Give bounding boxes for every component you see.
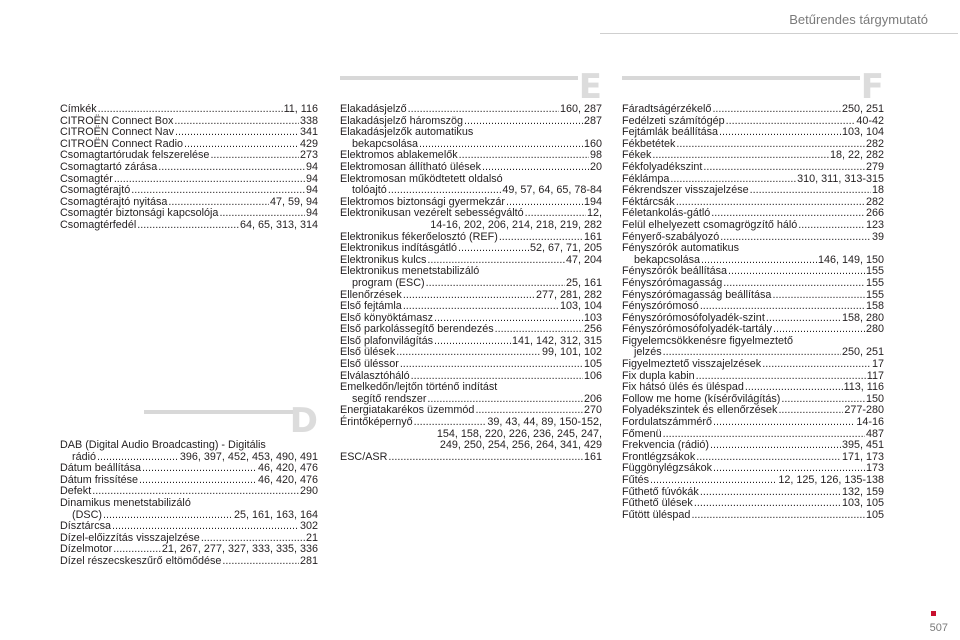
entry-term: Főmenü xyxy=(622,427,662,440)
index-entry xyxy=(340,452,602,464)
entry-pages: 249, 250, 254, 256, 264, 341, 429 xyxy=(439,439,602,452)
dot-leader xyxy=(139,475,257,487)
entry-term: Féklámpa xyxy=(622,172,670,185)
dot-leader xyxy=(712,104,841,116)
entry-pages: 158 xyxy=(865,300,884,313)
entry-pages: 132, 159 xyxy=(841,485,884,498)
entry-pages: 173 xyxy=(865,462,884,475)
entry-term: bekapcsolása xyxy=(634,253,701,266)
entry-pages: 302 xyxy=(299,520,318,533)
entry-term: Fényszórómagasság xyxy=(622,276,723,289)
entry-pages: 25, 161 xyxy=(565,276,602,289)
entry-pages: 103 xyxy=(583,311,602,324)
dot-leader xyxy=(403,301,559,313)
entry-term: Elektronikus kulcs xyxy=(340,253,427,266)
index-entry xyxy=(60,521,318,533)
entry-pages: 94 xyxy=(305,172,318,185)
entry-term: Fényszórók beállítása xyxy=(622,265,728,278)
entry-pages: 161 xyxy=(583,230,602,243)
header-divider xyxy=(600,33,958,34)
entry-pages: 20 xyxy=(589,160,602,173)
section-letter: D xyxy=(289,401,318,441)
index-entry xyxy=(622,359,884,371)
entry-term: Fix hátsó ülés és üléspad xyxy=(622,381,744,394)
entry-pages: 273 xyxy=(299,149,318,162)
section-heading-d xyxy=(144,401,318,444)
entry-term: Első ülések xyxy=(340,346,396,359)
index-column-d xyxy=(60,440,318,568)
entry-term: Elektromos ablakemelők xyxy=(340,149,458,162)
entry-pages: 396, 397, 452, 453, 490, 491 xyxy=(179,450,318,463)
entry-term: Fényszórók automatikus xyxy=(622,242,740,255)
entry-pages: 40-42 xyxy=(856,114,884,127)
dot-leader xyxy=(720,232,871,244)
entry-term: Frontlégzsákok xyxy=(622,450,696,463)
entry-pages: 46, 420, 476 xyxy=(257,462,318,475)
entry-term: Elakadásjelzők automatikus xyxy=(340,126,474,139)
entry-pages: 25, 161, 163, 164 xyxy=(233,508,318,521)
entry-term: Ellenőrzések xyxy=(340,288,402,301)
dot-leader xyxy=(728,266,865,278)
dot-leader xyxy=(458,243,529,255)
entry-term: Fűthető fúvókák xyxy=(622,485,699,498)
entry-pages: 290 xyxy=(299,485,318,498)
entry-pages: 277, 281, 282 xyxy=(535,288,602,301)
entry-pages: 17 xyxy=(871,358,884,371)
entry-pages: 14-16 xyxy=(856,416,884,429)
entry-term: program (ESC) xyxy=(352,276,425,289)
entry-pages: 94 xyxy=(305,207,318,220)
index-entry xyxy=(60,556,318,568)
entry-pages: 47, 204 xyxy=(565,253,602,266)
entry-term: Csomagtérfedél xyxy=(60,218,137,231)
entry-term: Dátum beállítása xyxy=(60,462,142,475)
entry-pages: 287 xyxy=(583,114,602,127)
entry-term: Figyelmeztető visszajelzések xyxy=(622,358,762,371)
entry-pages: 154, 158, 220, 226, 236, 245, 247, xyxy=(436,427,602,440)
entry-term: Felül elhelyezett csomagrögzítő háló xyxy=(622,218,798,231)
entry-term: Fényszórómagasság beállítása xyxy=(622,288,772,301)
dot-leader xyxy=(798,220,865,232)
index-entry xyxy=(60,162,318,174)
entry-term: Csomagtérajtó nyitása xyxy=(60,195,168,208)
dot-leader xyxy=(464,116,583,128)
entry-pages: 18, 22, 282 xyxy=(829,149,884,162)
entry-pages: 266 xyxy=(865,207,884,220)
dot-leader xyxy=(700,301,865,313)
entry-term: Defekt xyxy=(60,485,92,498)
dot-leader xyxy=(114,174,305,186)
dot-leader xyxy=(750,185,871,197)
entry-pages: 18 xyxy=(871,184,884,197)
entry-term: Csomagtér biztonsági kapcsolója xyxy=(60,207,219,220)
entry-term: Fejtámlák beállítása xyxy=(622,126,719,139)
dot-leader xyxy=(426,278,565,290)
entry-term: Fűthető ülések xyxy=(622,497,693,510)
dot-leader xyxy=(396,347,541,359)
dot-leader xyxy=(103,510,233,522)
entry-pages: 310, 311, 313-315 xyxy=(797,172,884,185)
entry-term: Dísztárcsa xyxy=(60,520,111,533)
entry-pages: 141, 142, 312, 315 xyxy=(511,334,602,347)
entry-term: Fékfolyadékszint xyxy=(622,160,703,173)
entry-term: Elektronikus fékerőelosztó (REF) xyxy=(340,230,498,243)
index-entry xyxy=(622,510,884,522)
entry-term: Dízelmotor xyxy=(60,543,113,556)
index-entry xyxy=(340,417,602,429)
entry-term: Follow me home (kísérővilágítás) xyxy=(622,392,781,405)
dot-leader xyxy=(650,475,777,487)
entry-pages: 171, 173 xyxy=(841,450,884,463)
entry-term: Érintőképernyő xyxy=(340,416,413,429)
entry-pages: 47, 59, 94 xyxy=(269,195,318,208)
index-entry xyxy=(60,104,318,116)
dot-leader xyxy=(726,116,856,128)
entry-pages: 117 xyxy=(866,369,884,382)
index-entry xyxy=(60,185,318,197)
dot-leader xyxy=(210,150,299,162)
index-entry xyxy=(622,185,884,197)
entry-pages: 21, 267, 277, 327, 333, 335, 336 xyxy=(161,543,318,556)
index-entry xyxy=(60,220,318,232)
entry-term: ESC/ASR xyxy=(340,450,388,463)
dot-leader xyxy=(700,487,841,499)
dot-leader xyxy=(772,290,865,302)
entry-term: Elektromosan működtetett oldalsó xyxy=(340,172,503,185)
entry-term: Fényszórómosó xyxy=(622,300,699,313)
entry-pages: 113, 116 xyxy=(843,381,884,394)
entry-term: Fix dupla kabin xyxy=(622,369,695,382)
entry-term: rádió xyxy=(72,450,97,463)
entry-pages: 281 xyxy=(299,554,318,567)
index-entry xyxy=(622,243,884,255)
entry-pages: 429 xyxy=(299,137,318,150)
entry-term: CITROËN Connect Radio xyxy=(60,137,184,150)
entry-term: Figyelemcsökkenésre figyelmeztető xyxy=(622,334,794,347)
page-marker xyxy=(931,611,936,616)
entry-pages: 158, 280 xyxy=(841,311,884,324)
entry-term: Első fejtámla xyxy=(340,300,402,313)
entry-pages: 103, 105 xyxy=(841,497,884,510)
entry-pages: 155 xyxy=(865,276,884,289)
entry-pages: 123 xyxy=(865,218,884,231)
section-divider xyxy=(622,76,860,80)
entry-pages: 64, 65, 313, 314 xyxy=(239,218,318,231)
entry-term: Dátum frissítése xyxy=(60,473,138,486)
index-entry xyxy=(340,243,602,255)
entry-pages: 487 xyxy=(865,427,884,440)
index-entry xyxy=(340,359,602,371)
entry-term: Elakadásjelző xyxy=(340,103,407,115)
dot-leader xyxy=(778,405,843,417)
dot-leader xyxy=(408,104,559,116)
entry-pages: 46, 420, 476 xyxy=(257,473,318,486)
entry-pages: 395, 451 xyxy=(841,439,884,452)
index-entry xyxy=(340,185,602,197)
entry-pages: 105 xyxy=(865,508,884,521)
dot-leader xyxy=(710,440,841,452)
entry-term: Első plafonvilágítás xyxy=(340,334,434,347)
entry-pages: 39 xyxy=(871,230,884,243)
entry-pages: 105 xyxy=(583,358,602,371)
entry-term: Csomagtartó zárása xyxy=(60,160,158,173)
index-entry xyxy=(622,162,884,174)
entry-term: Csomagtérajtó xyxy=(60,184,131,197)
entry-pages: 94 xyxy=(305,184,318,197)
entry-pages: 280 xyxy=(865,323,884,336)
entry-pages: 12, 125, 126, 135-138 xyxy=(778,474,884,486)
entry-term: Dízel részecskeszűrő eltömődése xyxy=(60,554,222,567)
dot-leader xyxy=(434,336,511,348)
index-entry xyxy=(340,162,602,174)
dot-leader xyxy=(403,290,535,302)
index-entry xyxy=(340,104,602,116)
entry-term: DAB (Digital Audio Broadcasting) - Digitális xyxy=(60,439,266,451)
entry-term: Elektromosan állítható ülések xyxy=(340,160,482,173)
entry-pages: 103, 104 xyxy=(841,126,884,139)
index-column-f xyxy=(622,104,884,521)
dot-leader xyxy=(131,185,305,197)
index-entry xyxy=(340,220,602,232)
entry-pages: 155 xyxy=(865,265,884,278)
entry-pages: 49, 57, 64, 65, 78-84 xyxy=(502,184,602,197)
entry-pages: 21 xyxy=(305,531,318,544)
dot-leader xyxy=(723,278,865,290)
index-entry xyxy=(340,301,602,313)
entry-term: Elválasztóháló xyxy=(340,369,410,382)
dot-leader xyxy=(719,127,841,139)
entry-term: tolóajtó xyxy=(352,184,387,197)
entry-pages: 150 xyxy=(865,392,884,405)
entry-term: Első könyöktámasz xyxy=(340,311,434,324)
entry-term: Függönylégzsákok xyxy=(622,462,713,475)
index-column-e xyxy=(340,104,602,463)
entry-pages: 338 xyxy=(299,114,318,127)
entry-pages: 160 xyxy=(583,137,602,150)
entry-term: jelzés xyxy=(634,346,662,359)
dot-leader xyxy=(174,116,299,128)
entry-pages: 341 xyxy=(299,126,318,139)
entry-pages: 270 xyxy=(583,404,602,417)
entry-pages: 11, 116 xyxy=(283,103,318,115)
entry-term: CITROËN Connect Nav xyxy=(60,126,174,139)
dot-leader xyxy=(175,127,299,139)
entry-pages: 103, 104 xyxy=(559,300,602,313)
entry-term: Elektromos biztonsági gyermekzár xyxy=(340,195,506,208)
entry-term: Fékek xyxy=(622,149,652,162)
index-entry xyxy=(60,440,318,452)
index-entry xyxy=(340,278,602,290)
index-entry xyxy=(60,498,318,510)
dot-leader xyxy=(691,510,865,522)
entry-term: Emelkedőn/lejtőn történő indítást xyxy=(340,381,498,394)
entry-term: Első üléssor xyxy=(340,358,399,371)
entry-term: Fényszórómosófolyadék-tartály xyxy=(622,323,773,336)
dot-leader xyxy=(713,417,855,429)
index-entry xyxy=(622,301,884,313)
entry-term: Csomagtér xyxy=(60,172,113,185)
entry-pages: 12, xyxy=(586,207,602,220)
dot-leader xyxy=(482,162,589,174)
entry-term: segítő rendszer xyxy=(352,392,427,405)
entry-term: Fűtött üléspad xyxy=(622,508,691,521)
dot-leader xyxy=(703,162,865,174)
entry-term: Fedélzeti számítógép xyxy=(622,114,725,127)
entry-term: Fűtés xyxy=(622,474,650,486)
entry-term: Dízel-előizzítás visszajelzése xyxy=(60,531,200,544)
entry-term: Elektronikus menetstabilizáló xyxy=(340,265,480,278)
entry-pages: 160, 287 xyxy=(559,103,602,115)
entry-term: Elektronikus indításgátló xyxy=(340,242,458,255)
entry-term: Első parkolássegítő berendezés xyxy=(340,323,494,336)
dot-leader xyxy=(112,521,299,533)
entry-term: bekapcsolása xyxy=(352,137,419,150)
entry-term: Fáradtságérzékelő xyxy=(622,103,712,115)
entry-term: Fordulatszámmérő xyxy=(622,416,713,429)
entry-pages: 39, 43, 44, 89, 150-152, xyxy=(487,416,602,429)
entry-pages: 155 xyxy=(865,288,884,301)
index-entry xyxy=(622,475,884,487)
dot-leader xyxy=(762,359,871,371)
entry-pages: 250, 251 xyxy=(841,103,884,115)
page-number: 507 xyxy=(929,622,948,634)
entry-term: Féktárcsák xyxy=(622,195,675,208)
entry-pages: 98 xyxy=(589,149,602,162)
section-title: Betűrendes tárgymutató xyxy=(789,12,928,27)
dot-leader xyxy=(414,417,487,429)
index-entry xyxy=(622,104,884,116)
dot-leader xyxy=(388,185,502,197)
dot-leader xyxy=(158,162,305,174)
entry-term: Címkék xyxy=(60,103,97,115)
entry-term: Elektronikusan vezérelt sebességváltó xyxy=(340,207,524,220)
index-column-c xyxy=(60,104,318,232)
entry-pages: 94 xyxy=(305,160,318,173)
dot-leader xyxy=(400,359,583,371)
section-letter: E xyxy=(578,67,602,107)
section-divider xyxy=(340,76,578,80)
entry-pages: 277-280 xyxy=(844,404,884,417)
entry-term: Fényszórómosófolyadék-szint xyxy=(622,311,765,324)
entry-pages: 14-16, 202, 206, 214, 218, 219, 282 xyxy=(430,218,602,231)
dot-leader xyxy=(142,463,257,475)
dot-leader xyxy=(137,220,239,232)
entry-pages: 250, 251 xyxy=(841,346,884,359)
entry-pages: 99, 101, 102 xyxy=(541,346,602,359)
entry-term: Fékrendszer visszajelzése xyxy=(622,184,749,197)
section-letter: F xyxy=(860,67,884,107)
entry-term: Csomagtartórudak felszerelése xyxy=(60,149,210,162)
dot-leader xyxy=(222,556,299,568)
entry-pages: 256 xyxy=(583,323,602,336)
entry-term: (DSC) xyxy=(72,508,102,521)
entry-term: Dinamikus menetstabilizáló xyxy=(60,496,191,509)
index-entry xyxy=(622,417,884,429)
dot-leader xyxy=(388,452,583,464)
entry-term: Folyadékszintek és ellenőrzések xyxy=(622,404,778,417)
entry-pages: 279 xyxy=(865,160,884,173)
entry-term: Elakadásjelző háromszög xyxy=(340,114,464,127)
entry-pages: 206 xyxy=(583,392,602,405)
index-entry xyxy=(622,278,884,290)
entry-pages: 194 xyxy=(583,195,602,208)
entry-pages: 161 xyxy=(583,450,602,463)
entry-term: Energiatakarékos üzemmód xyxy=(340,404,475,417)
entry-term: Fékbetétek xyxy=(622,137,676,150)
entry-pages: 282 xyxy=(865,137,884,150)
index-entry xyxy=(60,475,318,487)
entry-pages: 146, 149, 150 xyxy=(817,253,884,266)
entry-pages: 106 xyxy=(583,369,602,382)
entry-term: Féletankolás-gátló xyxy=(622,207,711,220)
dot-leader xyxy=(766,313,841,325)
entry-pages: 52, 67, 71, 205 xyxy=(529,242,602,255)
dot-leader xyxy=(696,452,841,464)
dot-leader xyxy=(98,104,283,116)
section-divider xyxy=(144,410,294,414)
entry-term: Fényerő-szabályozó xyxy=(622,230,720,243)
dot-leader xyxy=(694,498,841,510)
index-entry xyxy=(622,220,884,232)
entry-pages: 282 xyxy=(865,195,884,208)
entry-term: Frekvencia (rádió) xyxy=(622,439,710,452)
entry-term: CITROËN Connect Box xyxy=(60,114,174,127)
